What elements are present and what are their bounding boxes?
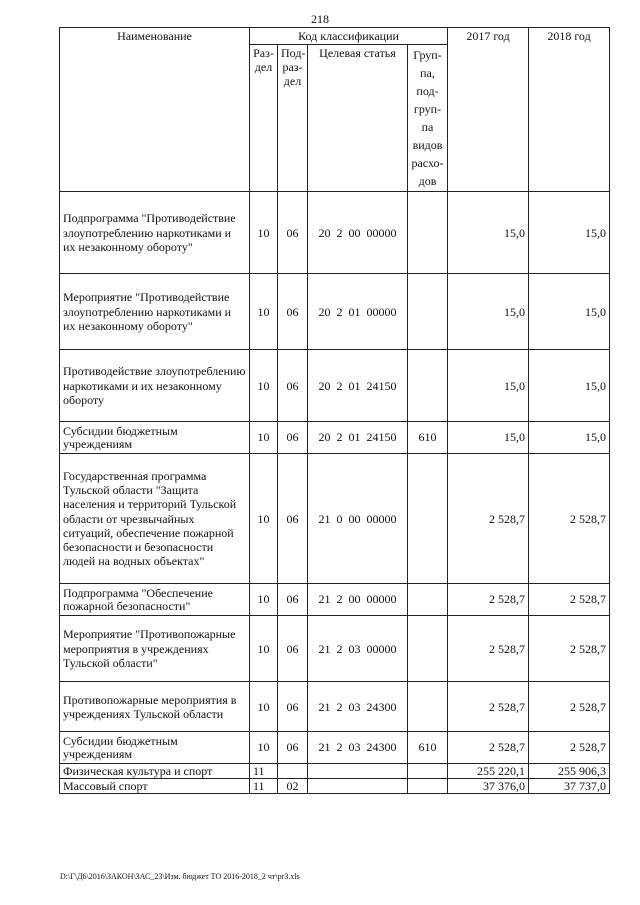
- row-section: 10: [250, 192, 278, 274]
- row-section: 10: [250, 682, 278, 732]
- row-target-item: 21 2 00 00000: [308, 584, 408, 616]
- row-subsection: 06: [278, 274, 308, 350]
- row-name: Государственная программа Тульской области "Защита населения и территорий Тульской области от чрезвычайных ситуаций, обеспечение пожарной безопасности и безопасности людей на водных объектах": [60, 454, 250, 584]
- row-2018: 15,0: [529, 274, 610, 350]
- row-2017: 15,0: [448, 422, 529, 454]
- row-subsection: 06: [278, 350, 308, 422]
- row-target-item: 21 0 00 00000: [308, 454, 408, 584]
- row-name: Массовый спорт: [60, 779, 250, 794]
- row-target-item: 20 2 01 24150: [308, 350, 408, 422]
- row-2017: 15,0: [448, 350, 529, 422]
- header-target-item: Целевая статья: [308, 45, 408, 192]
- row-expense-group: [408, 764, 448, 779]
- row-target-item: 21 2 03 24300: [308, 732, 408, 764]
- row-2018: 2 528,7: [529, 454, 610, 584]
- table-row: [60, 584, 610, 616]
- row-subsection: 06: [278, 616, 308, 682]
- header-2018: 2018 год: [529, 28, 610, 192]
- row-target-item: 20 2 01 24150: [308, 422, 408, 454]
- header-classification: Код классификации: [250, 28, 448, 45]
- budget-table: [59, 27, 610, 794]
- row-name: Противодействие злоупотреблению наркотиками и их незаконному обороту: [60, 350, 250, 422]
- row-expense-group: [408, 779, 448, 794]
- row-2017: 15,0: [448, 192, 529, 274]
- row-target-item: 20 2 01 00000: [308, 274, 408, 350]
- row-section: 11: [250, 779, 278, 794]
- table-row: [60, 192, 610, 274]
- table-row: [60, 422, 610, 454]
- table-row: [60, 616, 610, 682]
- header-section: Раз- дел: [250, 45, 278, 192]
- row-name: Мероприятие "Противопожарные мероприятия в учреждениях Тульской области": [60, 616, 250, 682]
- page-number: 218: [311, 12, 329, 26]
- row-2017: 2 528,7: [448, 616, 529, 682]
- row-2018: 37 737,0: [529, 779, 610, 794]
- row-section: 10: [250, 616, 278, 682]
- row-expense-group: [408, 192, 448, 274]
- row-expense-group: [408, 616, 448, 682]
- row-expense-group: [408, 350, 448, 422]
- header-2017: 2017 год: [448, 28, 529, 192]
- row-2018: 15,0: [529, 192, 610, 274]
- row-2018: 15,0: [529, 350, 610, 422]
- row-subsection: [278, 764, 308, 779]
- row-section: 10: [250, 454, 278, 584]
- table-row: [60, 764, 610, 779]
- row-name: Мероприятие "Противодействие злоупотреблению наркотиками и их незаконному обороту": [60, 274, 250, 350]
- row-name: Физическая культура и спорт: [60, 764, 250, 779]
- row-target-item: 21 2 03 00000: [308, 616, 408, 682]
- row-subsection: 06: [278, 732, 308, 764]
- header-expense-group: Груп- па, под- груп- па видов расхо- дов: [408, 45, 448, 192]
- row-name: Субсидии бюджетным учреждениям: [60, 422, 250, 454]
- row-2018: 255 906,3: [529, 764, 610, 779]
- row-2017: 37 376,0: [448, 779, 529, 794]
- row-section: 10: [250, 350, 278, 422]
- row-subsection: 02: [278, 779, 308, 794]
- header-subsection: Под- раз- дел: [278, 45, 308, 192]
- row-2017: 15,0: [448, 274, 529, 350]
- row-section: 10: [250, 584, 278, 616]
- row-expense-group: [408, 584, 448, 616]
- row-section: 10: [250, 274, 278, 350]
- table-row: [60, 732, 610, 764]
- row-target-item: 20 2 00 00000: [308, 192, 408, 274]
- row-target-item: 21 2 03 24300: [308, 682, 408, 732]
- row-subsection: 06: [278, 192, 308, 274]
- row-target-item: [308, 779, 408, 794]
- row-subsection: 06: [278, 584, 308, 616]
- table-row: [60, 350, 610, 422]
- row-2018: 2 528,7: [529, 616, 610, 682]
- table-row: [60, 779, 610, 794]
- header-name: Наименование: [60, 28, 250, 192]
- row-expense-group: 610: [408, 732, 448, 764]
- row-2017: 2 528,7: [448, 682, 529, 732]
- row-2018: 2 528,7: [529, 584, 610, 616]
- row-2018: 2 528,7: [529, 732, 610, 764]
- row-2018: 15,0: [529, 422, 610, 454]
- table-row: [60, 274, 610, 350]
- row-2017: 2 528,7: [448, 732, 529, 764]
- row-section: 11: [250, 764, 278, 779]
- row-subsection: 06: [278, 422, 308, 454]
- row-2018: 2 528,7: [529, 682, 610, 732]
- row-expense-group: [408, 682, 448, 732]
- row-section: 10: [250, 422, 278, 454]
- row-section: 10: [250, 732, 278, 764]
- row-2017: 2 528,7: [448, 584, 529, 616]
- row-expense-group: 610: [408, 422, 448, 454]
- table-row: [60, 454, 610, 584]
- row-2017: 255 220,1: [448, 764, 529, 779]
- row-subsection: 06: [278, 454, 308, 584]
- footer-file-path: D:\Г\Д6\2016\ЗАКОН\ЗАС_23\Изм. бюджет ТО 2016-2018_2 чт\pr3.xls: [60, 872, 300, 881]
- row-expense-group: [408, 274, 448, 350]
- row-2017: 2 528,7: [448, 454, 529, 584]
- row-expense-group: [408, 454, 448, 584]
- row-name: Субсидии бюджетным учреждениям: [60, 732, 250, 764]
- row-name: Подпрограмма "Обеспечение пожарной безопасности": [60, 584, 250, 616]
- row-name: Противопожарные мероприятия в учреждениях Тульской области: [60, 682, 250, 732]
- row-subsection: 06: [278, 682, 308, 732]
- row-name: Подпрограмма "Противодействие злоупотреблению наркотиками и их незаконному обороту": [60, 192, 250, 274]
- row-target-item: [308, 764, 408, 779]
- table-row: [60, 682, 610, 732]
